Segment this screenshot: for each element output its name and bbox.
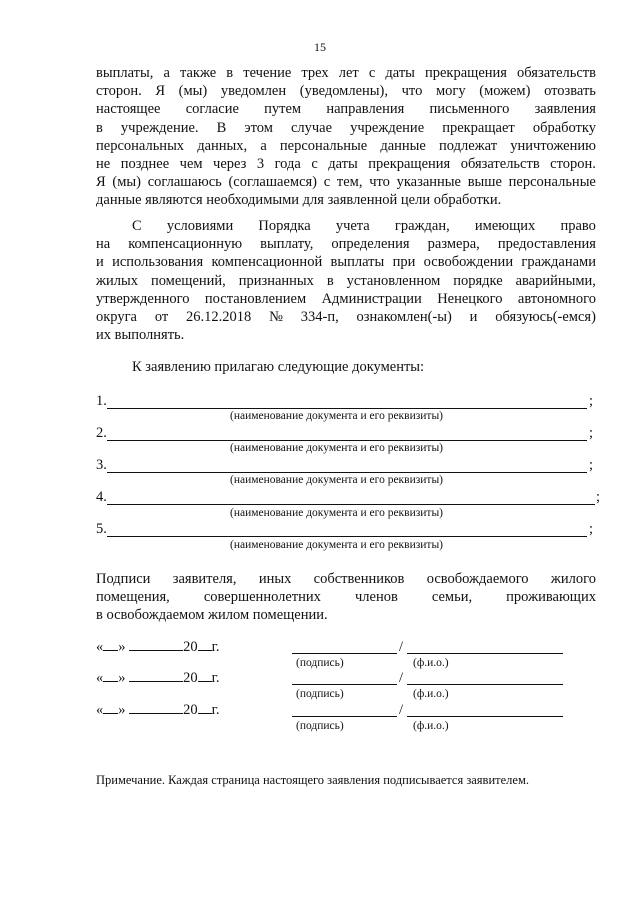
word: автономного — [517, 290, 596, 307]
word: С — [132, 218, 142, 234]
text-line: их выполнять. — [96, 327, 185, 344]
consent-paragraph — [96, 64, 596, 210]
word: также — [179, 65, 217, 81]
text-line — [96, 137, 596, 155]
word: что — [401, 83, 423, 100]
word: имеющих — [474, 218, 536, 234]
word: направления — [326, 101, 405, 118]
text-line — [96, 173, 596, 191]
document-end: ; — [589, 393, 594, 409]
word: данных, — [197, 137, 248, 154]
word: даты — [328, 155, 358, 172]
word: путем — [264, 101, 302, 118]
document-caption: (наименование документа и его реквизиты) — [230, 474, 443, 486]
word: что — [369, 174, 390, 191]
word: прекращения — [424, 65, 507, 81]
word: позднее — [120, 155, 170, 172]
name-label: (ф.и.о.) — [413, 720, 449, 732]
word: (мы) — [112, 174, 141, 191]
document-input-line[interactable] — [107, 440, 587, 441]
separator: / — [399, 670, 404, 686]
word: персональные — [279, 137, 368, 154]
word: граждан, — [394, 218, 450, 234]
word: (мы) — [178, 83, 208, 100]
word: определения — [331, 236, 410, 253]
signature-line[interactable] — [292, 716, 397, 717]
word: аварийными, — [515, 272, 596, 289]
document-caption: (наименование документа и его реквизиты) — [230, 442, 443, 454]
word: жилых — [96, 272, 139, 289]
word: учреждение — [350, 119, 425, 136]
word: этом — [244, 119, 273, 136]
text-line — [96, 235, 596, 253]
word: учета — [335, 218, 370, 234]
date-field[interactable]: « » 20 г. — [96, 639, 220, 655]
signature-line[interactable] — [292, 684, 397, 685]
word: сторон. — [96, 83, 142, 100]
word: В — [216, 119, 227, 136]
document-field-3[interactable] — [96, 458, 596, 475]
word: а — [260, 137, 267, 154]
word: освобождаемого — [426, 571, 529, 587]
document-caption: (наименование документа и его реквизиты) — [230, 539, 443, 551]
word: предоставления — [497, 236, 596, 253]
signatures-paragraph — [96, 570, 596, 625]
word: подлежат — [439, 137, 498, 154]
text-line — [96, 272, 596, 290]
document-input-line[interactable] — [107, 504, 595, 505]
signature-label: (подпись) — [296, 657, 344, 669]
document-end: ; — [589, 425, 594, 441]
text-line — [96, 290, 596, 308]
word: условиями — [166, 218, 234, 234]
word: персональные — [508, 174, 596, 191]
signature-line[interactable] — [292, 653, 397, 654]
word: согласие — [185, 101, 239, 118]
word: (соглашаемся) — [228, 174, 318, 191]
document-number: 5. — [96, 521, 107, 537]
word: с — [311, 155, 318, 172]
word: на — [96, 236, 111, 253]
word: Я — [96, 174, 106, 191]
word: гражданами — [521, 254, 596, 271]
text-line — [96, 588, 596, 606]
separator: / — [399, 702, 404, 718]
word: чем — [179, 155, 203, 172]
signature-row-1 — [96, 638, 576, 656]
word: 334-п, — [300, 308, 339, 325]
text-line: в освобождаемом жилом помещении. — [96, 607, 328, 624]
document-end: ; — [589, 521, 594, 537]
word: обязательств — [517, 65, 596, 81]
signature-row-2 — [96, 669, 576, 687]
word: течение — [243, 65, 292, 81]
document-number: 2. — [96, 425, 107, 441]
word: указанные — [396, 174, 461, 191]
document-input-line[interactable] — [107, 536, 587, 537]
word: соглашаюсь — [147, 174, 222, 191]
document-input-line[interactable] — [107, 472, 587, 473]
name-line[interactable] — [407, 684, 563, 685]
acknowledgement-paragraph — [96, 217, 596, 344]
word: и — [96, 254, 104, 271]
word: в — [226, 65, 234, 81]
word: отозвать — [544, 83, 596, 100]
word: жилого — [550, 571, 596, 587]
document-number: 3. — [96, 457, 107, 473]
word: право — [560, 218, 596, 234]
word: лет — [338, 65, 359, 81]
document-field-4[interactable] — [96, 490, 601, 507]
documents-intro: К заявлению прилагаю следующие документы: — [132, 359, 425, 375]
word: выплаты — [330, 254, 385, 271]
word: в — [326, 272, 334, 289]
text-line — [96, 119, 596, 137]
name-label: (ф.и.о.) — [413, 657, 449, 669]
word: выплату, — [260, 236, 314, 253]
word: Я — [155, 83, 166, 100]
signature-row-3 — [96, 701, 576, 719]
date-field[interactable]: « » 20 г. — [96, 702, 220, 718]
word: компенсационную — [128, 236, 243, 253]
document-end: ; — [589, 457, 594, 473]
text-line — [96, 253, 596, 271]
word: а — [163, 65, 170, 81]
document-caption: (наименование документа и его реквизиты) — [230, 507, 443, 519]
word: 26.12.2018 — [186, 308, 252, 325]
word: Подписи — [96, 571, 151, 587]
word: письменного — [429, 101, 510, 118]
text-line — [96, 82, 596, 100]
word: признанных — [238, 272, 314, 289]
word: семьи, — [431, 589, 473, 606]
word: настоящее — [96, 101, 161, 118]
document-end: ; — [596, 489, 601, 505]
word: от — [154, 308, 169, 325]
text-line — [96, 155, 596, 173]
document-field-5[interactable] — [96, 522, 596, 539]
word: помещений, — [150, 272, 226, 289]
word: установленном — [346, 272, 441, 289]
document-input-line[interactable] — [107, 408, 587, 409]
word: порядке — [453, 272, 503, 289]
word: выплаты, — [96, 65, 154, 81]
word: года — [274, 155, 301, 172]
word: данные — [380, 137, 426, 154]
word: могу — [435, 83, 466, 100]
word: Порядка — [258, 218, 311, 234]
word: помещения, — [96, 589, 170, 606]
document-number: 1. — [96, 393, 107, 409]
text-line: данные являются необходимыми для заявленной цели обработки. — [96, 192, 502, 209]
word: тем, — [336, 174, 363, 191]
word: обязательств — [460, 155, 540, 172]
word: ознакомлен(-ы) — [356, 308, 452, 325]
word: размера, — [427, 236, 480, 253]
word: округа — [96, 308, 137, 325]
word: собственников — [313, 571, 405, 587]
text-line — [96, 570, 596, 588]
word: выше — [467, 174, 502, 191]
signature-label: (подпись) — [296, 688, 344, 700]
word: № — [269, 308, 283, 325]
text-line — [96, 64, 596, 82]
name-line[interactable] — [407, 653, 563, 654]
word: уничтожению — [510, 137, 596, 154]
date-field[interactable]: « » 20 г. — [96, 670, 220, 686]
text-line — [96, 217, 596, 235]
word: учреждение. — [120, 119, 199, 136]
word: персональных — [96, 137, 185, 154]
word: компенсационной — [211, 254, 323, 271]
word: заявления — [534, 101, 596, 118]
document-number: 4. — [96, 489, 107, 505]
document-caption: (наименование документа и его реквизиты) — [230, 410, 443, 422]
page-number: 15 — [314, 40, 326, 54]
word: членов — [354, 589, 398, 606]
word: даты — [385, 65, 415, 81]
word: не — [96, 155, 111, 172]
word: Администрации — [321, 290, 422, 307]
document-field-2[interactable] — [96, 426, 596, 443]
name-label: (ф.и.о.) — [413, 688, 449, 700]
text-line — [96, 308, 596, 326]
word: прекращает — [442, 119, 515, 136]
word: трех — [301, 65, 329, 81]
word: постановлением — [204, 290, 307, 307]
word: проживающих — [506, 589, 596, 606]
word: (можем) — [479, 83, 531, 100]
word: в — [96, 119, 103, 136]
name-line[interactable] — [407, 716, 563, 717]
word: Ненецкого — [437, 290, 503, 307]
word: использования — [112, 254, 204, 271]
word: обязуюсь(-емся) — [495, 308, 596, 325]
word: (уведомлены), — [299, 83, 388, 100]
word: утвержденного — [96, 290, 190, 307]
word: 3 — [256, 155, 265, 172]
separator: / — [399, 639, 404, 655]
word: и — [469, 308, 478, 325]
word: иных — [258, 571, 292, 587]
word: освобождении — [423, 254, 514, 271]
word: сторон. — [550, 155, 596, 172]
word: заявителя, — [172, 571, 237, 587]
word: с — [323, 174, 331, 191]
signature-label: (подпись) — [296, 720, 344, 732]
word: через — [213, 155, 247, 172]
document-field-1[interactable] — [96, 394, 596, 411]
text-line — [96, 100, 596, 118]
word: при — [392, 254, 416, 271]
word: случае — [290, 119, 333, 136]
word: совершеннолетних — [203, 589, 321, 606]
word: уведомлен — [220, 83, 287, 100]
word: прекращения — [368, 155, 451, 172]
word: обработку — [532, 119, 596, 136]
footnote: Примечание. Каждая страница настоящего заявления подписывается заявителем. — [96, 773, 529, 787]
word: с — [368, 65, 376, 81]
